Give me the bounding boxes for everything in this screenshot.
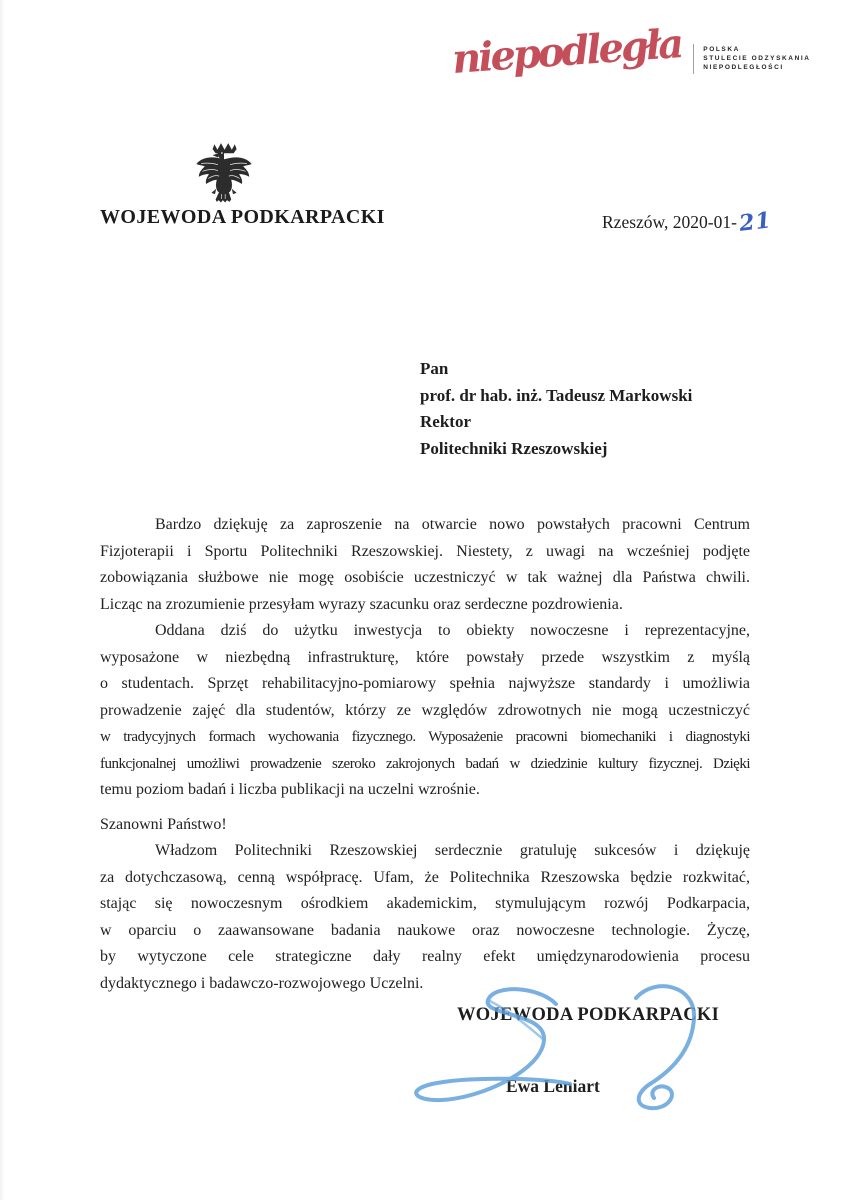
body-line: za dotychczasową, cenną współpracę. Ufam, że Politechnika Rzeszowska będzie rozkwitać, (100, 868, 750, 886)
body-line: temu poziom badań i liczba publikacji na uczelni wzrośnie. (100, 781, 480, 798)
body-line: wyposażone w niezbędną infrastrukturę, które powstały przede wszystkim z myślą (100, 648, 750, 666)
body-line: stając się nowoczesnym ośrodkiem akademickim, stymulującym rozwój Podkarpacia, (100, 895, 750, 912)
letter-body (100, 512, 750, 997)
body-line: w oparciu o zaawansowane badania naukowe oraz nowoczesne technologie. Życzę, (100, 921, 750, 939)
body-line: Oddana dziś do użytku inwestycja to obiekty nowoczesne i reprezentacyjne, (155, 622, 750, 639)
logo-caption-line: NIEPODLEGŁOŚCI (703, 64, 784, 71)
body-line: by wytyczone cele strategiczne dały realny efekt umiędzynarodowienia procesu (100, 948, 750, 965)
date-printed-part: Rzeszów, 2020-01- (602, 212, 737, 232)
body-line: funkcjonalnej umożliwi prowadzenie szeroko zakrojonych badań w dziedzinie kultury fizycznej. Dzięki (100, 755, 750, 772)
logo-caption (703, 45, 810, 72)
body-line: o studentach. Sprzęt rehabilitacyjno-pomiarowy spełnia najwyższe standardy i umożliwia (100, 675, 750, 692)
sender-office-title: WOJEWODA PODKARPACKI (100, 206, 385, 228)
handwritten-day-number: 21 (737, 207, 774, 237)
signer-name: Ewa Leniart (506, 1076, 600, 1096)
recipient-line: Politechniki Rzeszowskiej (420, 438, 608, 458)
body-line: Bardzo dziękuję za zaproszenie na otwarcie nowo powstałych pracowni Centrum (155, 516, 750, 533)
recipient-line: prof. dr hab. inż. Tadeusz Markowski (420, 385, 693, 405)
handwritten-signature (398, 982, 750, 1130)
place-and-date (602, 207, 774, 237)
logo-caption-line: POLSKA (703, 46, 740, 53)
body-line: Fizjoterapii i Sportu Politechniki Rzeszowskiej. Niestety, z uwagi na wcześniej podjęte (100, 542, 750, 560)
logo-caption-line: STULECIE ODZYSKANIA (703, 55, 811, 62)
body-line: Władzom Politechniki Rzeszowskiej serdecznie gratuluję sukcesów i dziękuję (155, 842, 750, 859)
body-line: dydaktycznego i badawczo-rozwojowego Uczelni. (100, 974, 424, 992)
polish-eagle-emblem (194, 136, 254, 206)
body-line: zobowiązania służbowe nie mogę osobiście uczestniczyć w tak ważnej dla Państwa chwili. (100, 569, 750, 586)
body-line: prowadzenie zajęć dla studentów, którzy ze względów zdrowotnych nie mogą uczestniczyć (100, 701, 750, 719)
niepodlegla-script-text: niepodległa (450, 20, 683, 83)
body-line: w tradycyjnych formach wychowania fizycznego. Wyposażenie pracowni biomechaniki i diagnostyki (100, 729, 750, 745)
recipient-line: Rektor (420, 412, 471, 431)
recipient-block (420, 356, 692, 462)
recipient-line: Pan (420, 359, 449, 378)
closing-office-title: WOJEWODA PODKARPACKI (457, 1005, 720, 1025)
salutation-line: Szanowni Państwo! (100, 815, 227, 833)
body-line: Licząc na zrozumienie przesyłam wyrazy szacunku oraz serdeczne pozdrowienia. (100, 595, 623, 613)
niepodlegla-logo (450, 20, 811, 83)
logo-divider (693, 44, 694, 74)
